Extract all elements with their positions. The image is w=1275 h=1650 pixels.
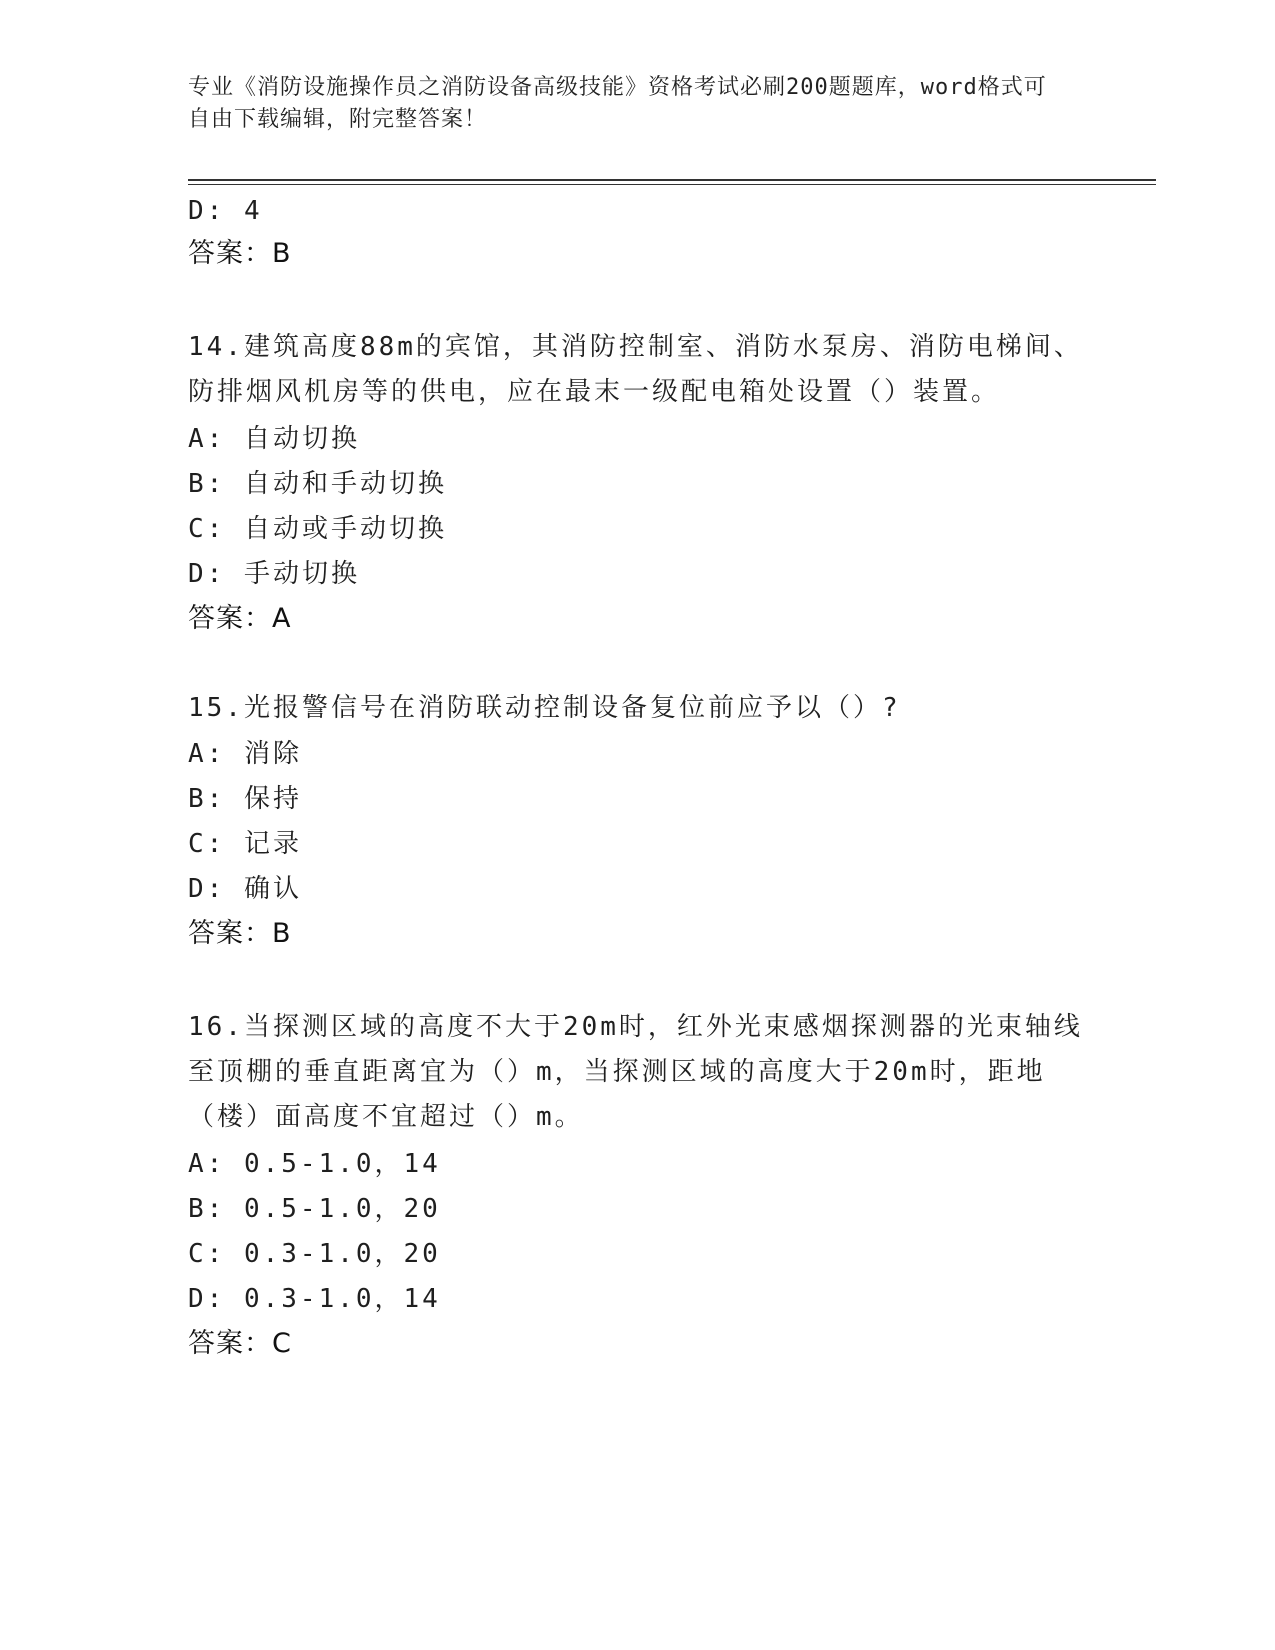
question-stem: 15.光报警信号在消防联动控制设备复位前应予以（）?	[188, 693, 901, 723]
option-c: C: 0.3-1.0，20	[188, 1239, 441, 1269]
option-d: D: 确认	[188, 874, 302, 904]
option-a: A: 消除	[188, 739, 302, 769]
option-b: B: 保持	[188, 784, 302, 814]
option-d: D: 0.3-1.0，14	[188, 1284, 441, 1314]
answer-line: 答案：A	[188, 603, 292, 634]
answer-line: 答案：C	[188, 1328, 292, 1359]
option-a: A: 自动切换	[188, 424, 360, 454]
option-d: D: 4	[188, 196, 263, 226]
option-c: C: 自动或手动切换	[188, 514, 447, 544]
option-b: B: 0.5-1.0，20	[188, 1194, 441, 1224]
header-divider-thick	[188, 179, 1156, 181]
question-stem: 16.当探测区域的高度不大于20m时，红外光束感烟探测器的光束轴线至顶棚的垂直距离宜为（）m，当探测区域的高度大于20m时，距地（楼）面高度不宜超过（）m。	[188, 1012, 1083, 1132]
option-c: C: 记录	[188, 829, 302, 859]
document-header: 专业《消防设施操作员之消防设备高级技能》资格考试必刷200题题库，word格式可自由下载编辑，附完整答案！	[188, 75, 1047, 132]
question-stem: 14.建筑高度88m的宾馆，其消防控制室、消防水泵房、消防电梯间、防排烟风机房等的供电，应在最末一级配电箱处设置（）装置。	[188, 332, 1083, 407]
answer-line: 答案：B	[188, 238, 292, 269]
option-a: A: 0.5-1.0，14	[188, 1149, 441, 1179]
header-divider-thin	[188, 184, 1156, 185]
option-b: B: 自动和手动切换	[188, 469, 447, 499]
option-d: D: 手动切换	[188, 559, 360, 589]
answer-line: 答案：B	[188, 918, 292, 949]
